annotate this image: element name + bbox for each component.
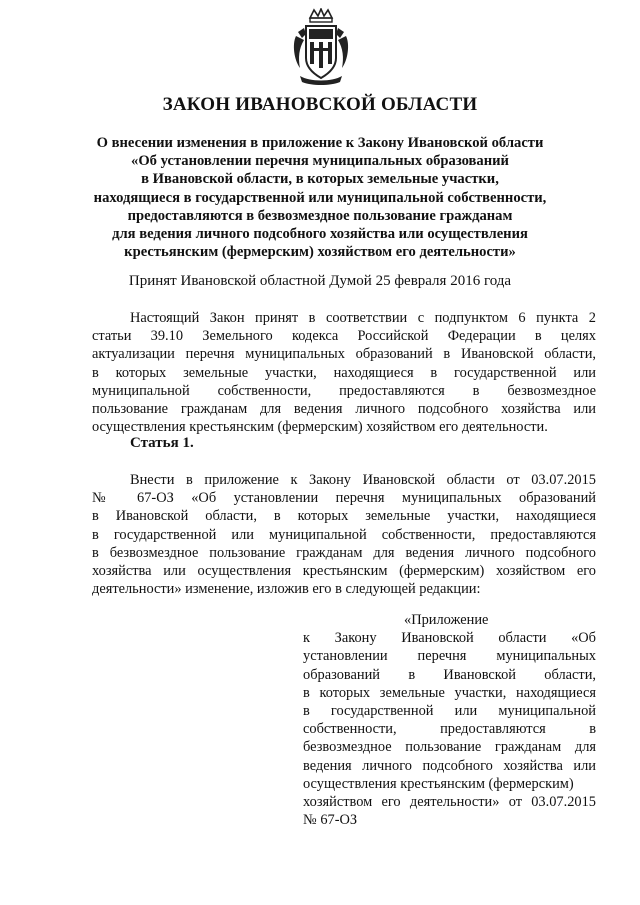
appendix-line: «Приложение	[404, 612, 489, 628]
preamble-paragraph	[92, 309, 596, 436]
appendix-line: ведения личного подсобного хозяйства или	[303, 757, 596, 774]
paragraph-line: осуществления крестьянским (фермерским) хозяйством его деятельности.	[92, 419, 548, 436]
appendix-line: безвозмездное пользование гражданам для	[303, 739, 596, 756]
paragraph-line: Внести в приложение к Закону Ивановской области от 03.07.2015	[130, 472, 596, 488]
paragraph-line: в безвозмездное пользование гражданам для ведения личного подсобного	[92, 544, 596, 561]
paragraph-line: в Ивановской области, в которых земельные участки, находящиеся	[92, 508, 596, 525]
appendix-line: в которых земельные участки, находящиеся	[303, 684, 596, 701]
paragraph-line: статьи 39.10 Земельного кодекса Российской Федерации в целях	[92, 328, 596, 345]
law-title: ЗАКОН ИВАНОВСКОЙ ОБЛАСТИ	[162, 94, 478, 115]
subtitle-line: для ведения личного подсобного хозяйства или осуществления	[112, 226, 528, 243]
subtitle-line: предоставляются в безвозмездное пользование гражданам	[127, 207, 513, 224]
subtitle-line: находящиеся в государственной или муниципальной собственности,	[93, 189, 547, 206]
subtitle-line: «Об установлении перечня муниципальных образований	[131, 153, 509, 170]
subtitle-line: О внесении изменения в приложение к Закону Ивановской области	[96, 135, 544, 151]
appendix-line: к Закону Ивановской области «Об	[303, 630, 596, 647]
adoption-statement: Принят Ивановской областной Думой 25 февраля 2016 года	[128, 273, 512, 289]
law-subtitle	[60, 134, 580, 261]
paragraph-line: пользование гражданам для ведения личного подсобного хозяйства или	[92, 400, 596, 417]
ivanovo-region-coat-of-arms-icon	[290, 8, 352, 86]
paragraph-line: деятельности» изменение, изложив его в следующей редакции:	[92, 581, 481, 598]
appendix-line: хозяйством его деятельности» от 03.07.2015	[303, 793, 596, 810]
paragraph-line: Настоящий Закон принят в соответствии с подпунктом 6 пункта 2	[130, 310, 596, 326]
appendix-reference-block	[303, 611, 596, 829]
paragraph-line: муниципальной собственности, предоставляются в безвозмездное	[92, 382, 596, 399]
appendix-line: в государственной или муниципальной	[303, 702, 596, 719]
appendix-line: осуществления крестьянским (фермерским)	[303, 775, 574, 792]
appendix-line: собственности, предоставляются в	[303, 721, 596, 738]
appendix-line: установлении перечня муниципальных	[303, 648, 596, 665]
appendix-line: образований в Ивановской области,	[303, 666, 596, 683]
paragraph-line: хозяйства или осуществления крестьянским (фермерским) хозяйством его	[92, 562, 596, 579]
subtitle-line: крестьянским (фермерским) хозяйством его деятельности»	[124, 244, 516, 261]
subtitle-line: в Ивановской области, в которых земельные участки,	[141, 171, 499, 188]
paragraph-line: актуализации перечня муниципальных образований в Ивановской области,	[92, 346, 596, 363]
article-paragraph	[92, 471, 596, 598]
paragraph-line: в государственной или муниципальной собственности, предоставляются	[92, 526, 596, 543]
article-heading: Статья 1.	[130, 435, 194, 451]
appendix-line: № 67-ОЗ	[303, 812, 358, 829]
paragraph-line: в которых земельные участки, находящиеся в государственной или	[92, 364, 596, 381]
paragraph-line: № 67-ОЗ «Об установлении перечня муниципальных образований	[92, 490, 596, 507]
